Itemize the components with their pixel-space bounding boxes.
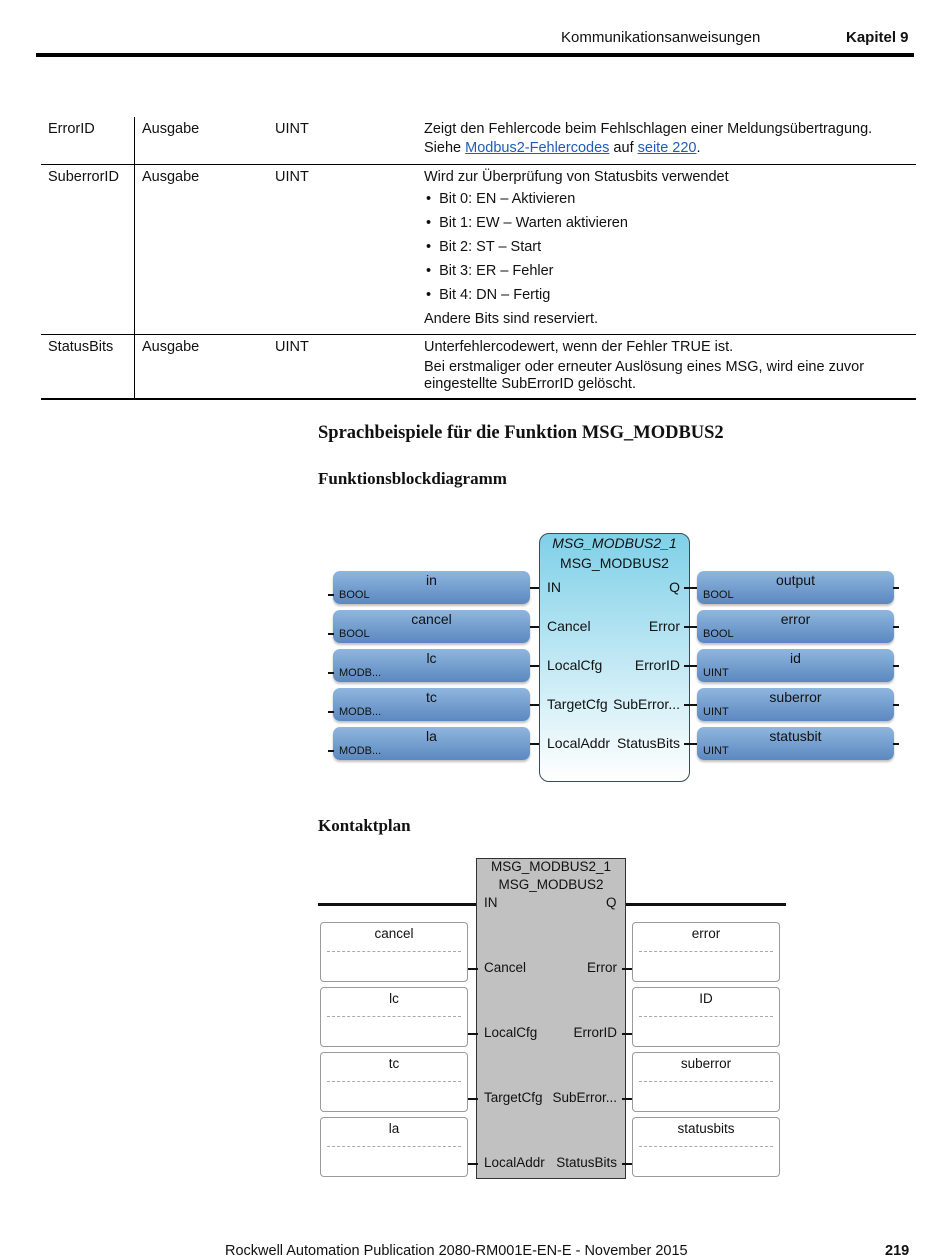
ladder-output-variable[interactable] [632,987,780,1047]
description-text: Wird zur Überprüfung von Statusbits verwendet [424,168,729,185]
variable-name: tc [388,1056,400,1071]
ladder-input-variable[interactable] [320,987,468,1047]
block-pin-label: StatusBits [556,1155,617,1170]
variable-name: cancel [374,926,414,941]
variable-type: MODB... [339,745,382,757]
ladder-input-variable[interactable] [320,922,468,982]
block-instance-name: MSG_MODBUS2_1 [552,535,677,551]
param-datatype: UINT [275,338,309,355]
fbd-input-variable[interactable] [333,610,530,643]
rung-right-wire [622,903,786,906]
fbd-output-variable[interactable] [697,649,894,682]
divider [639,1146,773,1147]
block-pin-label: TargetCfg [547,696,608,712]
variable-name: la [388,1121,400,1136]
block-pin-label: SubError... [552,1090,617,1105]
subsection-heading-fbd: Funktionsblockdiagramm [318,469,507,488]
ladder-input-variable[interactable] [320,1052,468,1112]
list-item: • Bit 4: DN – Fertig [424,286,910,305]
section-heading: Sprachbeispiele für die Funktion MSG_MODBUS2 [318,423,724,443]
ladder-output-variable[interactable] [632,1052,780,1112]
block-pin-label: Error [648,618,680,634]
variable-name: statusbit [769,728,822,744]
variable-name: output [776,572,815,588]
fbd-input-variable[interactable] [333,727,530,760]
variable-name: error [691,926,721,941]
subsection-heading-ladder: Kontaktplan [318,816,411,835]
param-datatype: UINT [275,168,309,185]
param-description [417,117,916,164]
fbd-input-variable[interactable] [333,649,530,682]
variable-type: UINT [703,667,729,679]
page-number: 219 [885,1243,910,1259]
ref-end: . [696,140,701,156]
fbd-output-variable[interactable] [697,571,894,604]
header-rule [36,53,914,57]
block-pin-label: TargetCfg [484,1090,543,1105]
description-text: Unterfehlercodewert, wenn der Fehler TRUE ist. [424,338,734,355]
variable-name: cancel [411,611,452,627]
block-pin-label: SubError... [613,696,680,712]
block-pin-label: LocalAddr [547,735,611,751]
variable-type: BOOL [703,628,734,640]
variable-name: suberror [769,689,822,705]
variable-type: BOOL [339,589,370,601]
block-pin-label: LocalCfg [484,1025,538,1040]
running-header-chapter: Kapitel 9 [846,29,909,46]
list-item: • Bit 0: EN – Aktivieren [424,190,910,209]
divider [327,1016,461,1017]
variable-name: la [426,728,437,744]
divider [327,1146,461,1147]
output-wire [684,587,698,589]
variable-name: in [426,572,437,588]
ladder-output-variable[interactable] [632,1117,780,1177]
output-wire [684,704,698,706]
table-row [41,164,916,334]
output-wire [684,665,698,667]
list-item: • Bit 2: ST – Start [424,238,910,257]
param-kind: Ausgabe [142,168,200,185]
table-row [41,117,916,164]
connector-stub [328,711,334,713]
connector-stub [893,587,899,589]
block-type-name: MSG_MODBUS2 [498,877,604,892]
page-link[interactable]: seite 220 [637,140,697,156]
connector-stub [893,704,899,706]
block-pin-label: ErrorID [634,657,680,673]
block-pin-label: Q [606,895,617,910]
param-name: StatusBits [41,334,135,399]
ladder-input-variable[interactable] [320,1117,468,1177]
block-instance-name: MSG_MODBUS2_1 [490,859,612,874]
list-item: • Bit 1: EW – Warten aktivieren [424,214,910,233]
connector-stub [328,750,334,752]
description-note: Andere Bits sind reserviert. [424,310,599,327]
connector-stub [893,665,899,667]
connector-stub [893,626,899,628]
status-bit-list [424,190,910,305]
parameter-table [41,117,916,400]
divider [327,1081,461,1082]
fbd-output-variable[interactable] [697,610,894,643]
output-wire [684,743,698,745]
variable-type: BOOL [703,589,734,601]
connector-stub [328,594,334,596]
fbd-input-variable[interactable] [333,571,530,604]
param-kind: Ausgabe [142,121,200,137]
cross-reference [424,139,910,158]
description-note: Bei erstmaliger oder erneuter Auslösung eines MSG, wird eine zuvor eingestellte SubErrorID gelöscht. [424,358,865,392]
connector-stub [328,672,334,674]
divider [327,951,461,952]
divider [639,1016,773,1017]
block-pin-label: IN [547,579,561,595]
running-header-section: Kommunikationsanweisungen [561,29,761,46]
param-name: ErrorID [41,117,135,164]
param-description [417,164,916,334]
connector-stub [328,633,334,635]
param-description [417,334,916,399]
variable-name: lc [389,991,399,1006]
list-item: • Bit 3: ER – Fehler [424,262,910,281]
variable-name: suberror [680,1056,732,1071]
table-row [41,334,916,399]
rung-left-wire [318,903,478,906]
variable-type: UINT [703,706,729,718]
fbd-output-variable[interactable] [697,727,894,760]
ladder-function-block[interactable] [476,858,626,1179]
description-text: Zeigt den Fehlercode beim Fehlschlagen einer Meldungsübertragung. [424,121,873,137]
variable-type: MODB... [339,706,382,718]
output-wire [684,626,698,628]
param-name: SuberrorID [41,164,135,334]
variable-name: lc [426,650,437,666]
block-pin-label: LocalCfg [547,657,603,673]
block-pin-label: Error [587,960,617,975]
error-codes-link[interactable]: Modbus2-Fehlercodes [465,140,610,156]
ref-mid: auf [609,140,638,156]
variable-name: tc [426,689,437,705]
block-pin-label: StatusBits [616,735,680,751]
block-pin-label: IN [484,895,498,910]
connector-stub [893,743,899,745]
block-type-name: MSG_MODBUS2 [560,555,669,571]
variable-type: BOOL [339,628,370,640]
variable-type: MODB... [339,667,382,679]
variable-name: ID [699,991,713,1006]
divider [639,1081,773,1082]
ref-prefix: Siehe [424,140,466,156]
footer-publication: Rockwell Automation Publication 2080-RM001E-EN-E - November 2015 [225,1243,688,1259]
ladder-output-variable[interactable] [632,922,780,982]
fbd-input-variable[interactable] [333,688,530,721]
block-pin-label: LocalAddr [484,1155,545,1170]
block-pin-label: Q [669,579,680,595]
param-kind: Ausgabe [142,338,200,355]
variable-type: UINT [703,745,729,757]
variable-name: error [780,611,811,627]
block-pin-label: ErrorID [573,1025,617,1040]
param-datatype: UINT [275,121,309,137]
block-pin-label: Cancel [547,618,591,634]
fbd-output-variable[interactable] [697,688,894,721]
block-pin-label: Cancel [484,960,527,975]
variable-name: statusbits [677,1121,735,1136]
variable-name: id [790,650,801,666]
divider [639,951,773,952]
